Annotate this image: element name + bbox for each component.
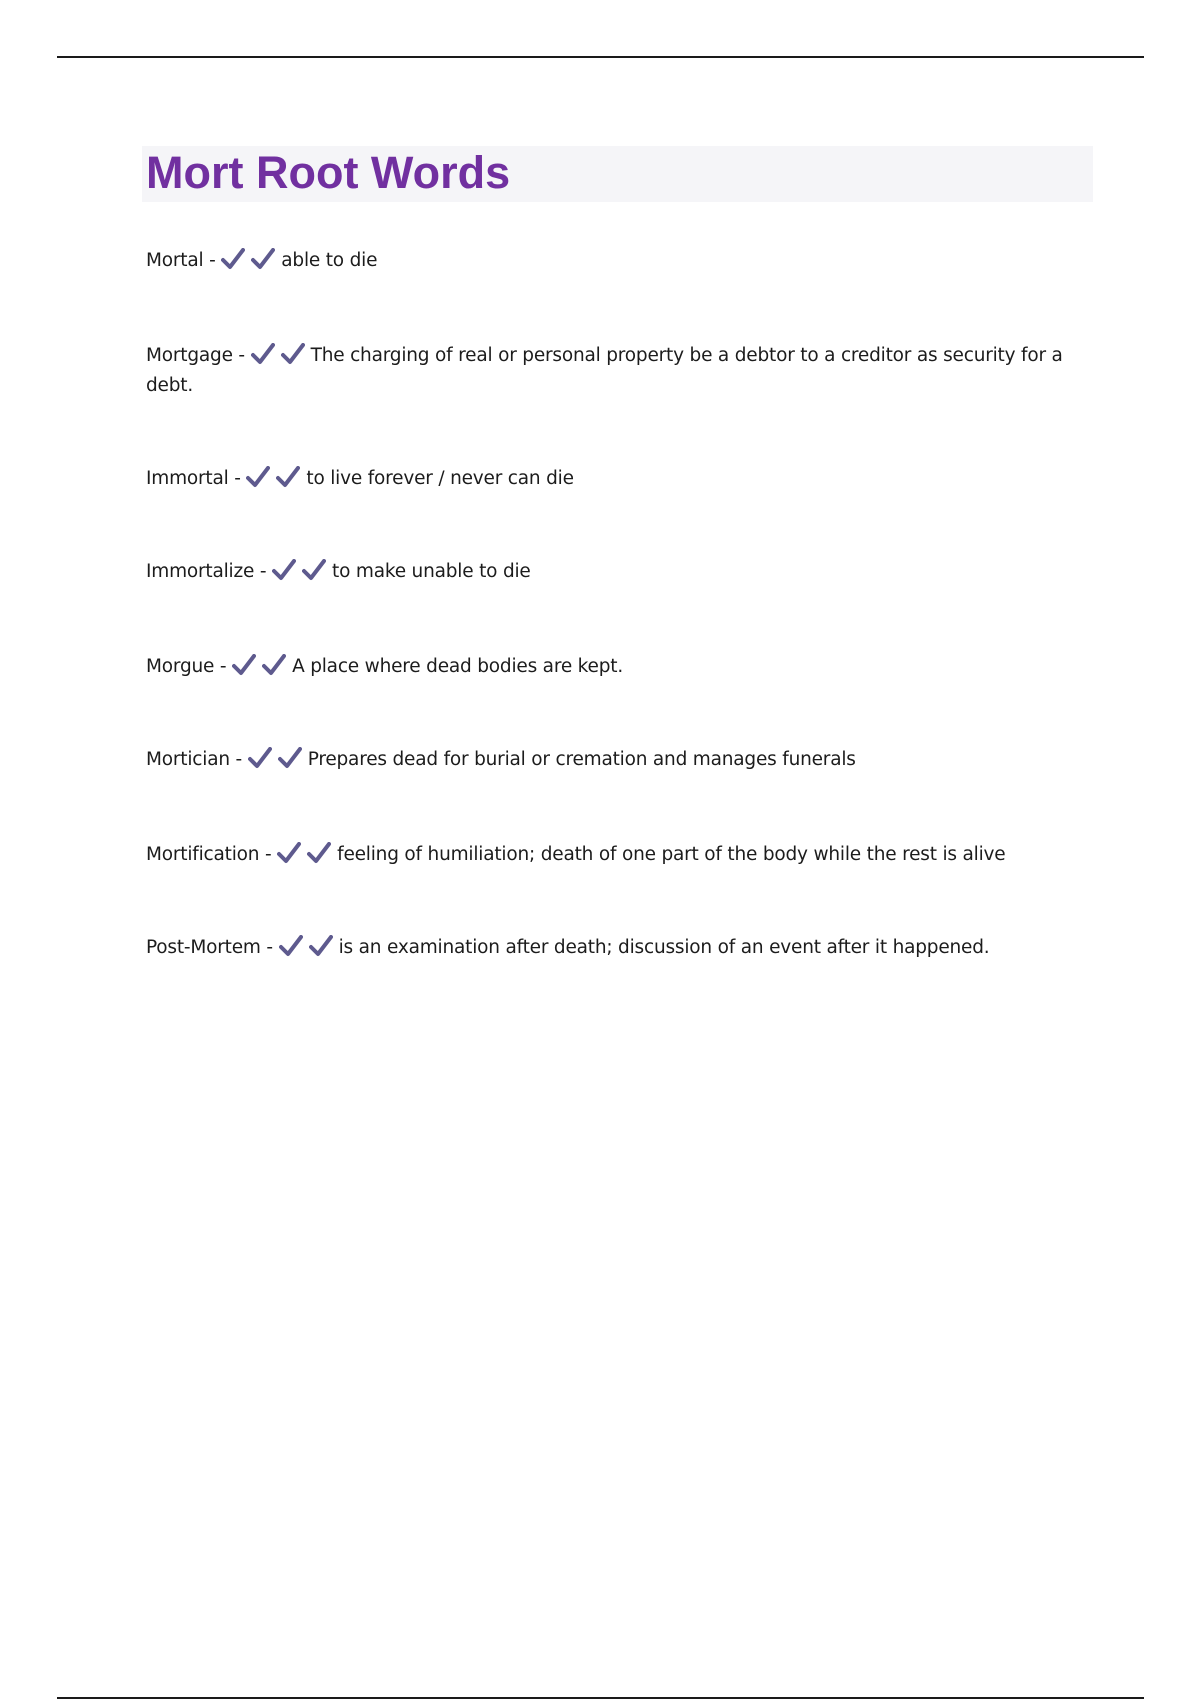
page-title: Mort Root Words <box>146 147 511 198</box>
entry-immortalize <box>146 557 1076 587</box>
entry-mortal <box>146 246 1076 276</box>
checkmark-icon <box>246 466 270 488</box>
entry-definition: The charging of real or personal property be a debtor to a creditor as security for a debt. <box>146 345 1063 396</box>
entry-mortification <box>146 840 1076 870</box>
header-rule <box>57 56 1144 58</box>
entry-term: Immortal - <box>146 468 247 489</box>
entry-term: Mortician - <box>146 749 248 770</box>
footer-rule <box>57 1697 1144 1699</box>
checkmark-icon <box>281 343 305 365</box>
checkmark-icon <box>262 654 286 676</box>
entry-term: Mortal - <box>146 250 222 271</box>
checkmark-icon <box>309 935 333 957</box>
entry-mortician <box>146 745 1076 775</box>
entry-term: Post-Mortem - <box>146 937 279 958</box>
checkmark-icon <box>279 935 303 957</box>
checkmark-icon <box>251 248 275 270</box>
entry-definition: to make unable to die <box>332 561 531 582</box>
checkmark-icon <box>277 842 301 864</box>
checkmark-icon <box>272 559 296 581</box>
checkmark-icon <box>278 747 302 769</box>
checkmark-icon <box>302 559 326 581</box>
entry-term: Morgue - <box>146 656 233 677</box>
checkmark-icon <box>251 343 275 365</box>
entry-definition: to live forever / never can die <box>306 468 574 489</box>
entry-definition: Prepares dead for burial or cremation and manages funerals <box>307 749 856 770</box>
checkmark-icon <box>276 466 300 488</box>
checkmark-icon <box>221 248 245 270</box>
entry-term: Immortalize - <box>146 561 273 582</box>
checkmark-icon <box>248 747 272 769</box>
entry-immortal <box>146 464 1076 494</box>
entry-post-mortem <box>146 933 1076 963</box>
entry-term: Mortification - <box>146 844 278 865</box>
entry-definition: is an examination after death; discussion of an event after it happened. <box>338 937 990 958</box>
entry-mortgage <box>146 341 1076 401</box>
checkmark-icon <box>232 654 256 676</box>
entry-definition: A place where dead bodies are kept. <box>292 656 623 677</box>
entry-definition: feeling of humiliation; death of one part of the body while the rest is alive <box>337 844 1006 865</box>
entry-morgue <box>146 652 1076 682</box>
entry-definition: able to die <box>281 250 378 271</box>
entry-term: Mortgage - <box>146 345 251 366</box>
checkmark-icon <box>307 842 331 864</box>
